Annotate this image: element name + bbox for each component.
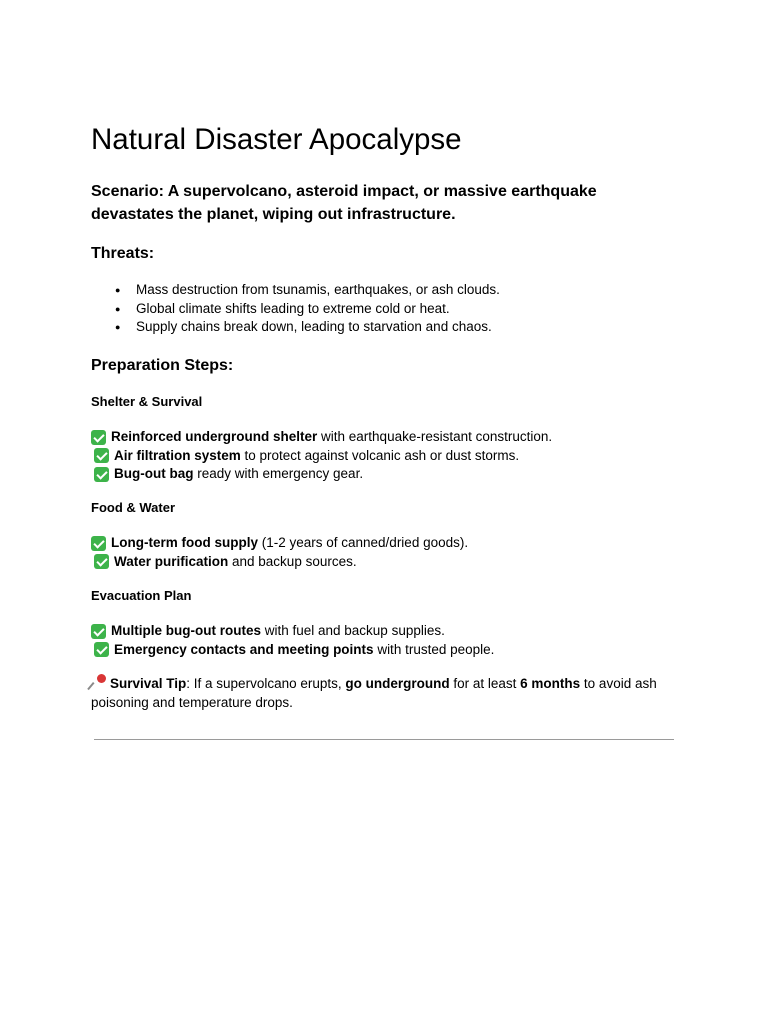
checklist-item-text: with fuel and backup supplies. xyxy=(260,623,445,638)
threat-item xyxy=(91,281,500,300)
checklist-item xyxy=(91,622,494,641)
tip-text-2: for at least xyxy=(449,676,521,691)
bullet-icon: ● xyxy=(115,322,121,332)
horizontal-divider xyxy=(94,739,674,740)
threat-item xyxy=(91,318,500,337)
threat-item xyxy=(91,300,500,319)
threat-text: Mass destruction from tsunamis, earthquakes, or ash clouds. xyxy=(136,282,500,297)
check-mark-icon xyxy=(94,448,109,463)
checklist-item-text: with trusted people. xyxy=(373,641,495,657)
tip-bold-1: go underground xyxy=(345,676,450,691)
shelter-checklist xyxy=(91,428,552,484)
checklist-item-text: and backup sources. xyxy=(228,553,357,569)
threat-text: Supply chains break down, leading to starvation and chaos. xyxy=(136,319,492,334)
section-heading-evacuation: Evacuation Plan xyxy=(91,588,192,603)
tip-label: Survival Tip xyxy=(110,676,187,691)
food-checklist xyxy=(91,534,468,571)
check-mark-icon xyxy=(91,430,106,445)
check-mark-icon xyxy=(91,536,106,551)
tip-text-3: to avoid ash poisoning and temperature drops. xyxy=(91,676,661,710)
check-mark-icon xyxy=(94,554,109,569)
checklist-item-bold: Long-term food supply xyxy=(111,535,258,550)
tip-bold-2: 6 months xyxy=(520,676,581,691)
pushpin-icon xyxy=(91,674,107,690)
bullet-icon: ● xyxy=(115,303,121,314)
checklist-item-bold: Reinforced underground shelter xyxy=(111,429,318,444)
threat-text: Global climate shifts leading to extreme cold or heat. xyxy=(136,300,450,316)
bullet-icon: ● xyxy=(115,285,121,295)
survival-tip xyxy=(91,674,681,712)
tip-text-1: : If a supervolcano erupts, xyxy=(186,676,346,691)
checklist-item xyxy=(91,534,468,553)
evacuation-checklist xyxy=(91,622,494,659)
checklist-item xyxy=(91,465,552,484)
checklist-item-text: with earthquake-resistant construction. xyxy=(317,429,553,444)
checklist-item-bold: Bug-out bag xyxy=(114,466,194,481)
check-mark-icon xyxy=(91,624,106,639)
checklist-item-bold: Water purification xyxy=(114,553,229,569)
checklist-item-text: ready with emergency gear. xyxy=(193,466,364,481)
checklist-item-bold: Emergency contacts and meeting points xyxy=(114,641,374,657)
document-title: Natural Disaster Apocalypse xyxy=(91,123,462,156)
checklist-item xyxy=(91,447,552,466)
section-heading-shelter: Shelter & Survival xyxy=(91,394,203,409)
checklist-item-bold: Air filtration system xyxy=(114,447,241,463)
checklist-item xyxy=(91,553,468,572)
checklist-item-text: (1-2 years of canned/dried goods). xyxy=(257,535,469,550)
preparation-heading: Preparation Steps: xyxy=(91,357,234,374)
threats-heading: Threats: xyxy=(91,245,155,262)
checklist-item-text: to protect against volcanic ash or dust storms. xyxy=(240,447,520,463)
scenario-text: Scenario: A supervolcano, asteroid impact, or massive earthquake devastates the planet, wiping out infrastructure. xyxy=(91,183,597,223)
checklist-item-bold: Multiple bug-out routes xyxy=(111,623,261,638)
section-heading-food: Food & Water xyxy=(91,500,176,515)
check-mark-icon xyxy=(94,642,109,657)
checklist-item xyxy=(91,428,552,447)
checklist-item xyxy=(91,641,494,660)
threats-list xyxy=(91,281,500,337)
check-mark-icon xyxy=(94,467,109,482)
